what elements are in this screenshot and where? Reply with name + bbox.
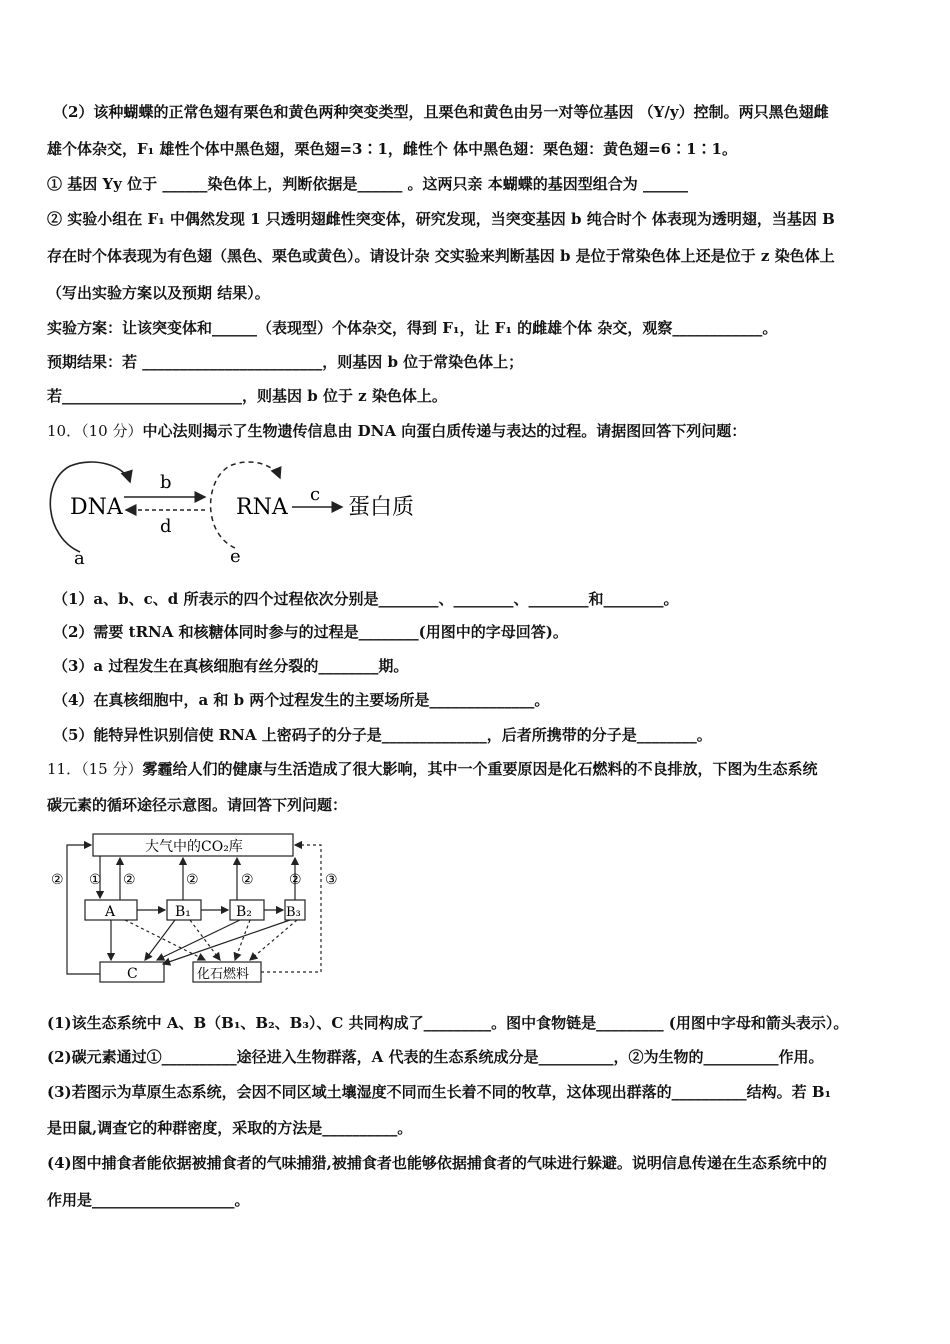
q9-sub2-line2: 存在时个体表现为有色翅（黑色、栗色或黄色）。请设计杂 交实验来判断基因 b 是位于常染色体上还是位于 z 染色体上	[47, 247, 835, 265]
marker-2b: ②	[186, 872, 199, 888]
q11-part3-line2: 是田鼠,调查它的种群密度，采取的方法是__________。	[47, 1119, 413, 1137]
marker-2d: ②	[289, 872, 302, 888]
marker-3: ③	[325, 872, 338, 888]
q11-number: 11．（15 分）	[47, 760, 143, 778]
q10-stem: 中心法则揭示了生物遗传信息由 DNA 向蛋白质传递与表达的过程。请据图回答下列问题：	[142, 422, 747, 440]
marker-1: ①	[89, 872, 102, 888]
box-b2: B₂	[236, 904, 252, 920]
label-a: a	[74, 548, 85, 569]
q10-stem-line	[47, 421, 746, 441]
box-b1: B₁	[175, 904, 191, 920]
marker-2a: ②	[123, 872, 136, 888]
box-b3: B₃	[286, 905, 301, 920]
label-c: c	[310, 484, 321, 505]
q9-sub2-line3: （写出实验方案以及预期 结果）。	[47, 284, 270, 302]
q10-part2: （2）需要 tRNA 和核糖体同时参与的过程是________(用图中的字母回答)。	[53, 623, 568, 641]
co2-pool-label: 大气中的CO₂库	[145, 839, 243, 855]
q9-sub2-line1: ② 实验小组在 F₁ 中偶然发现 1 只透明翅雌性突变体，研究发现，当突变基因 b 纯合时个 体表现为透明翅，当基因 B	[47, 210, 835, 228]
q9-result2: 若________________________，则基因 b 位于 z 染色体上。	[47, 387, 447, 405]
q9-intro-line2: 雄个体杂交，F₁ 雄性个体中黑色翅，栗色翅=3∶1，雌性个 体中黑色翅：栗色翅：黄色翅=6∶1∶1。	[47, 140, 737, 158]
q11-part4-line1: (4)图中捕食者能依据被捕食者的气味捕猎,被捕食者也能够依据捕食者的气味进行躲避。说明信息传递在生态系统中的	[47, 1154, 827, 1172]
q9-intro-line1: （2）该种蝴蝶的正常色翅有栗色和黄色两种突变类型，且栗色和黄色由另一对等位基因 （Y/y）控制。两只黑色翅雌	[53, 103, 829, 121]
box-c: C	[127, 966, 138, 982]
marker-2c: ②	[241, 872, 254, 888]
q10-part1: （1）a、b、c、d 所表示的四个过程依次分别是________、________、________和________。	[53, 590, 679, 608]
q11-part4-line2: 作用是___________________。	[47, 1191, 250, 1209]
q11-stem-line2: 碳元素的循环途径示意图。请回答下列问题：	[47, 796, 348, 814]
label-e: e	[230, 546, 241, 567]
q10-number: 10．（10 分）	[47, 422, 143, 440]
carbon-cycle-diagram	[45, 828, 355, 988]
q10-part5: （5）能特异性识别信使 RNA 上密码子的分子是______________，后者所携带的分子是________。	[53, 726, 712, 744]
q11-part2: (2)碳元素通过①__________途径进入生物群落，A 代表的生态系统成分是__________，②为生物的__________作用。	[47, 1048, 824, 1066]
q9-result1: 预期结果：若 ________________________，则基因 b 位于常染色体上；	[47, 353, 524, 371]
q11-part3-line1: (3)若图示为草原生态系统，会因不同区域土壤湿度不同而生长着不同的牧草，这体现出群落的__________结构。若 B₁	[47, 1083, 832, 1101]
box-a: A	[105, 904, 116, 920]
dna-label: DNA	[70, 495, 123, 520]
q9-plan: 实验方案：让该突变体和______（表现型）个体杂交，得到 F₁，让 F₁ 的雌雄个体 杂交，观察____________。	[47, 319, 778, 337]
q11-part1: (1)该生态系统中 A、B（B₁、B₂、B₃）、C 共同构成了_________。图中食物链是_________ (用图中字母和箭头表示）。	[47, 1014, 849, 1032]
label-b: b	[160, 472, 172, 493]
q10-part4: （4）在真核细胞中，a 和 b 两个过程发生的主要场所是______________。	[53, 691, 550, 709]
q11-stem: 雾霾给人们的健康与生活造成了很大影响，其中一个重要原因是化石燃料的不良排放，下图为生态系统	[142, 760, 818, 778]
box-fossil: 化石燃料	[197, 967, 250, 982]
q11-stem-line	[47, 759, 817, 779]
protein-label: 蛋白质	[348, 495, 415, 520]
central-dogma-diagram	[40, 452, 440, 572]
rna-label: RNA	[236, 495, 288, 520]
label-d: d	[160, 516, 172, 537]
q9-sub1: ① 基因 Yy 位于 ______染色体上，判断依据是______ 。这两只亲 本蝴蝶的基因型组合为 ______	[47, 175, 688, 193]
marker-2-left: ②	[51, 872, 64, 888]
q10-part3: （3）a 过程发生在真核细胞有丝分裂的________期。	[53, 657, 409, 675]
